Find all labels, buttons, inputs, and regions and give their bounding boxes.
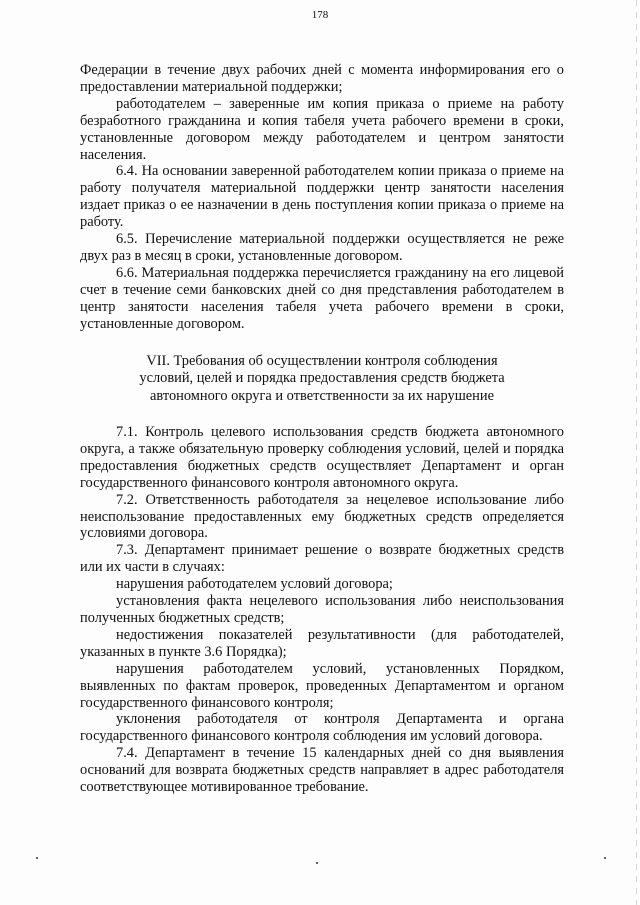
list-item-contract-violation: нарушения работодателем условий договора; <box>116 576 393 593</box>
paragraph-7-3: 7.3. Департамент принимает решение о возврате бюджетных средств или их части в случаях: <box>80 542 564 576</box>
paragraph-7-2: 7.2. Ответственность работодателя за нецелевое использование либо неиспользование предоставленных ему бюджетных средств определяется условиями договора. <box>80 491 564 542</box>
paragraph-continuation: Федерации в течение двух рабочих дней с момента информирования его о предоставлении материальной поддержки; <box>80 62 564 95</box>
list-item-inspection-violations: нарушения работодателем условий, установленных Порядком, выявленных по фактам проверок, проведенных Департаментом и органом государственного финансового контроля; <box>80 660 564 711</box>
scan-edge <box>636 0 637 905</box>
section-heading-line-1: VII. Требования об осуществлении контроля соблюдения <box>146 352 498 369</box>
list-item-misuse: установления факта нецелевого использования либо неиспользования полученных бюджетных средств; <box>80 593 564 626</box>
paragraph-6-5: 6.5. Перечисление материальной поддержки осуществляется не реже двух раз в месяц в сроки, установленные договором. <box>80 231 564 264</box>
page-number: 178 <box>311 9 329 21</box>
paragraph-7-1: 7.1. Контроль целевого использования средств бюджета автономного округа, а также обязательную проверку соблюдения условий, целей и порядка предоставления бюджетных средств осуществляет Департамент и орган государственного финансового контроля автономного округа. <box>80 424 564 491</box>
scan-speck <box>604 857 606 859</box>
paragraph-7-4: 7.4. Департамент в течение 15 календарных дней со дня выявления оснований для возврата бюджетных средств направляет в адрес работодателя соответствующее мотивированное требование. <box>80 745 564 796</box>
section-heading <box>80 353 564 406</box>
paragraph-employer-documents: работодателем – заверенные им копия приказа о приеме на работу безработного гражданина и копия табеля учета рабочего времени в сроки, установленные договором между работодателем и центром занятости населения. <box>80 95 564 163</box>
document-body <box>80 62 564 796</box>
list-item-performance: недостижения показателей результативности (для работодателей, указанных в пункте 3.6 Порядка); <box>80 626 564 660</box>
section-heading-line-3: автономного округа и ответственности за их нарушение <box>150 387 494 404</box>
paragraph-6-4: 6.4. На основании заверенной работодателем копии приказа о приеме на работу получателя материальной поддержки центр занятости населения издает приказ о ее назначении в день поступления копии приказа о приеме на работу. <box>80 163 564 231</box>
scan-speck <box>36 857 38 859</box>
scan-speck <box>316 862 318 864</box>
list-item-evasion: уклонения работодателя от контроля Департамента и органа государственного финансового контроля соблюдения им условий договора. <box>80 711 564 745</box>
paragraph-6-6: 6.6. Материальная поддержка перечисляется гражданину на его лицевой счет в течение семи банковских дней со дня представления работодателем в центр занятости населения табеля учета рабочего времени в сроки, установленные договором. <box>80 264 564 332</box>
section-heading-line-2: условий, целей и порядка предоставления средств бюджета <box>139 370 505 386</box>
